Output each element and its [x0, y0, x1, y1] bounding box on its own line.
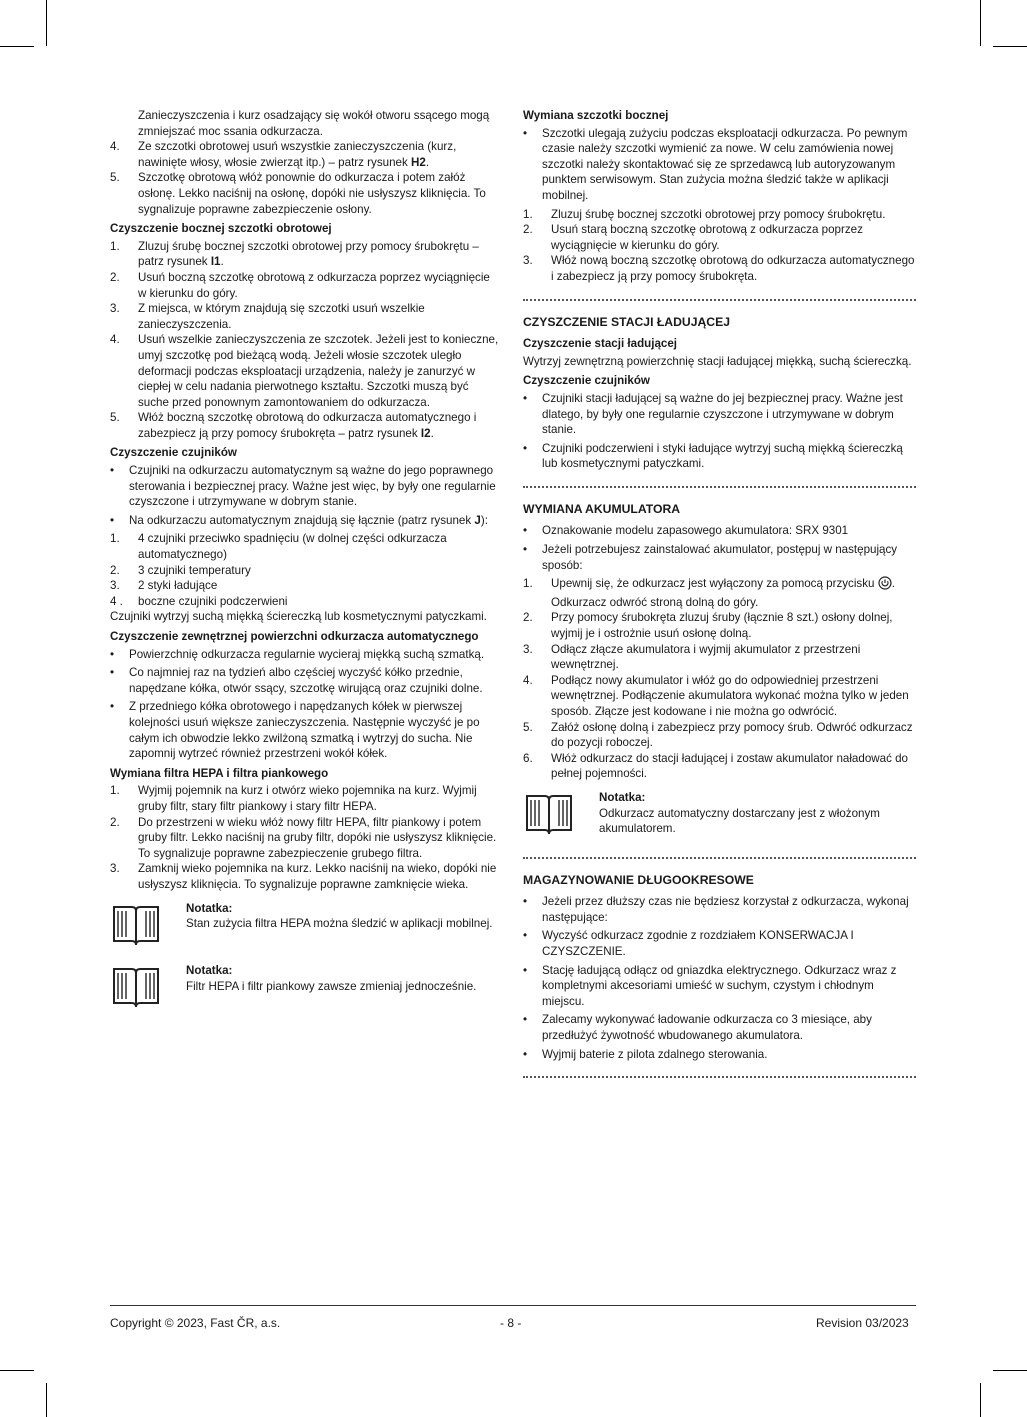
list-text [551, 610, 916, 641]
list-number: 1. [110, 784, 120, 798]
list-text: Czujniki podczerwieni i styki ładujące wytrzyj suchą miękką ściereczką lub kosmetycznymi patyczkami. [542, 441, 903, 471]
list-text-body: boczne czujniki podczerwieni [138, 594, 288, 608]
list-item [523, 751, 916, 782]
crop-mark [980, 0, 981, 46]
list-text-body: Upewnij się, że odkurzacz jest wyłączony za pomocą przycisku [551, 577, 878, 591]
list-number: 4. [110, 140, 120, 154]
footer-copyright: Copyright © 2023, Fast ČR, a.s. [110, 1316, 281, 1330]
list-item [110, 861, 500, 892]
figure-ref: I2 [420, 426, 431, 440]
list-item [523, 222, 916, 253]
list-item [110, 332, 500, 410]
list-text [138, 239, 500, 270]
list-text-body: Na odkurzaczu automatycznym znajdują się łącznie (patrz rysunek [129, 513, 475, 527]
list-text [129, 463, 500, 510]
list-number: 5. [110, 171, 120, 185]
list-text-body: Usuń wszelkie zanieczyszczenia ze szczotek. Jeżeli jest to konieczne, umyj szczotkę pod bieżącą wodą. Jeżeli włosie szczotek uległo deformacji podczas eksploatacji urządzenia, należy je zanurzyć w ciepłej w celu nadania pierwotnego kształtu. Szczotki muszą być suche przed ponownym zamontowaniem do odkurzacza. [138, 333, 499, 409]
note-hepa-replace [110, 963, 500, 1016]
list-text-body: 3 czujniki temperatury [138, 563, 251, 577]
exterior-heading: Czyszczenie zewnętrznej powierzchni odkurzacza automatycznego [110, 630, 479, 643]
list-text [138, 578, 500, 594]
list-item [110, 531, 500, 562]
crop-mark [46, 1383, 47, 1417]
list-text-tail: . [425, 155, 430, 169]
list-number: 3. [523, 254, 533, 268]
list-item [523, 610, 916, 641]
list-item [110, 139, 500, 170]
hepa-heading: Wymiana filtra HEPA i filtra piankowego [110, 766, 329, 780]
list-text: Czujniki stacji ładującej są ważne do jej bezpiecznej pracy. Ważne jest dlatego, by były one regularnie czyszczone i utrzymywane w dobrym stanie. [542, 391, 903, 437]
bullet-mark: • [110, 666, 115, 680]
bullet-mark: • [523, 1013, 528, 1027]
list-item [110, 410, 500, 441]
list-text: Stację ładującą odłącz od gniazdka elektrycznego. Odkurzacz wraz z kompletnymi akcesoriami umieść w suchym, czystym i chłodnym miejscu. [542, 963, 897, 1008]
list-item [523, 642, 916, 673]
list-item [523, 1047, 916, 1063]
list-text-body: Do przestrzeni w wieku włóż nowy filtr HEPA, filtr piankowy i potem gruby filtr. Lekko naciśnij na gruby filtr, dopóki nie usłyszysz kliknięcie. To sygnalizuje poprawne zabezpieczenie grubego filtra. [138, 815, 497, 860]
list-item [110, 783, 500, 814]
list-item [110, 170, 500, 217]
open-book-icon [523, 790, 599, 843]
list-item [110, 815, 500, 862]
list-item [110, 563, 500, 579]
bullet-mark: • [523, 524, 528, 538]
list-text-body: Usuń boczną szczotkę obrotową z odkurzacza poprzez wyciągnięcie w kierunku do góry. [138, 270, 490, 300]
bullet-mark: • [110, 464, 115, 478]
station-text: Wytrzyj zewnętrzną powierzchnię stacji ładującej miękką, suchą ściereczką. [523, 354, 912, 368]
list-text [551, 207, 916, 223]
list-item [110, 513, 500, 529]
sensors-heading: Czyszczenie czujników [110, 446, 237, 460]
list-text-body: Odłącz złącze akumulatora i wyjmij akumulator z przestrzeni wewnętrznej. [551, 642, 861, 672]
list-text [138, 861, 500, 892]
list-item [523, 542, 916, 573]
note-title: Notatka: [599, 790, 646, 804]
list-number: 2. [110, 563, 120, 577]
intro-continuation: Zanieczyszczenia i kurz osadzający się wokół otworu ssącego mogą zmniejszać moc ssania odkurzacza. [138, 109, 490, 138]
list-number: 3. [110, 862, 120, 876]
bullet-mark: • [523, 543, 528, 557]
dotted-divider [523, 299, 916, 301]
list-text: Jeżeli przez dłuższy czas nie będziesz korzystał z odkurzacza, wykonaj następujące: [542, 895, 909, 924]
list-text [551, 751, 916, 782]
list-item [523, 928, 916, 959]
list-item [110, 301, 500, 332]
note-text: Stan zużycia filtra HEPA można śledzić w aplikacji mobilnej. [186, 917, 493, 931]
list-text: Zalecamy wykonywać ładowanie odkurzacza co 3 miesiące, aby przedłużyć żywotność wbudowanego akumulatora. [542, 1013, 872, 1042]
list-number: 3. [523, 642, 533, 656]
list-item [523, 207, 916, 223]
bullet-mark: • [523, 441, 528, 455]
list-text-body: 2 styki ładujące [138, 579, 218, 593]
exterior-bullet-list [110, 647, 500, 762]
figure-ref: I1 [210, 255, 221, 269]
list-number: 4. [110, 333, 120, 347]
sensors-bullet-list [110, 463, 500, 528]
bullet-mark: • [110, 700, 115, 714]
left-column [110, 108, 500, 1026]
crop-mark [46, 0, 47, 46]
sensors-tail-text: Czujniki wytrzyj suchą miękką ściereczką lub kosmetycznymi patyczkami. [110, 610, 487, 624]
bullet-mark: • [523, 963, 528, 977]
list-text-body: Włóż nową boczną szczotkę obrotową do odkurzacza automatycznego i zabezpiecz ją przy pomocy śrubokręta. [551, 254, 915, 283]
list-number: 2. [110, 815, 120, 829]
list-text [551, 253, 916, 284]
list-text [138, 301, 500, 332]
figure-ref: H2 [411, 155, 426, 169]
sensors-numbered-list [110, 531, 500, 609]
list-number: 1. [110, 239, 120, 253]
dotted-divider [523, 1076, 916, 1078]
list-text-body: Szczotkę obrotową włóż ponownie do odkurzacza i potem załóż osłonę. Lekko naciśnij na osłonę, dopóki nie usłyszysz kliknięcia. To sygnalizuje poprawne zabezpieczenie osłony. [138, 171, 486, 216]
list-item [523, 441, 916, 472]
list-item [110, 239, 500, 270]
list-number: 2. [523, 223, 533, 237]
station-section-title: CZYSZCZENIE STACJI ŁADUJĄCEJ [523, 314, 730, 329]
list-number: 2. [523, 611, 533, 625]
list-number: 5. [523, 720, 533, 734]
list-text-body: Usuń starą boczną szczotkę obrotową z odkurzacza poprzez wyciągnięcie w kierunku do góry. [551, 223, 863, 252]
list-text-body: Zluzuj śrubę bocznej szczotki obrotowej przy pomocy śrubokrętu – patrz rysunek [138, 239, 479, 269]
list-item [523, 673, 916, 720]
list-text [138, 270, 500, 301]
list-text-tail: . Odkurzacz odwróć stroną dolną do góry. [551, 577, 895, 609]
list-text: Powierzchnię odkurzacza regularnie wycieraj miękką suchą szmatką. [129, 647, 485, 661]
list-item [523, 523, 916, 539]
list-text [129, 513, 500, 529]
side-brush-list [110, 239, 500, 442]
side-replace-bullet: Szczotki ulegają zużyciu podczas eksploatacji odkurzacza. Po pewnym czasie należy szczotki wymienić za nowe. W celu zamówienia nowej szczotki należy skontaktować się ze sprzedawcą lub autoryzowanym punktem serwisowym. Stan zużycia można śledzić także w aplikacji mobilnej. [542, 126, 908, 202]
storage-bullet-list [523, 894, 916, 1062]
list-item [523, 253, 916, 284]
list-text-body: Podłącz nowy akumulator i włóż go do odpowiedniej przestrzeni wewnętrznej. Podłączenie akumulatora wykonać można tylko w jeden sposób. Złącze jest kodowane i nie można go odwrócić. [551, 673, 909, 718]
list-number: 3. [110, 302, 120, 316]
page-number: - 8 - [500, 1316, 522, 1330]
list-text-body: Załóż osłonę dolną i zabezpiecz przy pomocy śrub. Odwróć odkurzacz do pozycji roboczej. [551, 720, 913, 750]
note-battery [523, 790, 916, 843]
note-title: Notatka: [186, 964, 233, 978]
list-text-tail: ): [480, 513, 488, 527]
list-number: 5. [110, 411, 120, 425]
list-item [110, 594, 500, 610]
list-item [110, 270, 500, 301]
crop-mark [980, 1383, 981, 1417]
list-text-body: Zamknij wieko pojemnika na kurz. Lekko naciśnij na wieko, dopóki nie usłyszysz kliknięcia. To sygnalizuje poprawne zamknięcie wieka. [138, 862, 497, 891]
list-number: 1. [523, 577, 533, 591]
list-text: Wyczyść odkurzacz zgodnie z rozdziałem KONSERWACJA I CZYSZCZENIE. [542, 929, 854, 958]
open-book-icon [110, 901, 186, 954]
side-brush-heading: Czyszczenie bocznej szczotki obrotowej [110, 222, 332, 236]
list-text [551, 720, 916, 751]
list-text [138, 139, 500, 170]
battery-section-title: WYMIANA AKUMULATORA [523, 501, 681, 516]
list-number: 2. [110, 270, 120, 284]
list-text-body: Wyjmij pojemnik na kurz i otwórz wieko pojemnika na kurz. Wyjmij gruby filtr, stary filtr piankowy i stary filtr HEPA. [138, 784, 477, 813]
list-item [110, 578, 500, 594]
hepa-list [110, 783, 500, 892]
list-text-tail: . [220, 255, 224, 269]
battery-bullet-list [523, 523, 916, 573]
contacts-bullet-list [523, 391, 916, 472]
bullet-mark: • [523, 1047, 528, 1061]
list-text [138, 594, 500, 610]
list-text [138, 783, 500, 814]
list-text-tail: . [430, 426, 434, 440]
dotted-divider [523, 857, 916, 859]
list-text-body: Włóż boczną szczotkę obrotową do odkurzacza automatycznego i zabezpiecz ją przy pomocy śrubokręta – patrz rysunek [138, 411, 477, 440]
note-text: Filtr HEPA i filtr piankowy zawsze zmieniaj jednocześnie. [186, 979, 477, 993]
list-text [551, 642, 916, 673]
list-text-body: 4 czujniki przeciwko spadnięciu (w dolnej części odkurzacza automatycznego) [138, 532, 447, 562]
note-text: Odkurzacz automatyczny dostarczany jest z włożonym akumulatorem. [599, 806, 880, 836]
side-replace-list [523, 207, 916, 285]
list-item [523, 576, 916, 610]
note-title: Notatka: [186, 901, 233, 915]
list-text: Oznakowanie modelu zapasowego akumulatora: SRX 9301 [542, 524, 849, 538]
list-number: 4. [523, 673, 533, 687]
list-text-body: Przy pomocy śrubokręta zluzuj śruby (łącznie 8 szt.) osłony dolnej, wyjmij je i ostrożnie usuń osłonę dolną. [551, 611, 893, 641]
list-item [110, 647, 500, 663]
list-text [551, 576, 916, 610]
note-hepa-wear [110, 901, 500, 954]
crop-mark [993, 1370, 1027, 1371]
list-text [551, 222, 916, 253]
list-text: Jeżeli potrzebujesz zainstalować akumulator, postępuj w następujący sposób: [542, 543, 898, 572]
list-text [138, 531, 500, 562]
footer-revision: Revision 03/2023 [816, 1316, 909, 1330]
list-item [110, 665, 500, 696]
crop-mark [0, 46, 34, 47]
battery-list [523, 576, 916, 782]
intro-list [110, 139, 500, 217]
list-text-body: Zluzuj śrubę bocznej szczotki obrotowej przy pomocy śrubokrętu. [551, 207, 886, 221]
list-text [138, 563, 500, 579]
storage-section-title: MAGAZYNOWANIE DŁUGOOKRESOWE [523, 872, 754, 887]
list-number: 4 . [110, 594, 123, 608]
list-item [110, 463, 500, 510]
figure-ref: J [474, 513, 481, 527]
station-heading: Czyszczenie stacji ładującej [523, 337, 678, 351]
list-item [523, 1012, 916, 1043]
list-number: 6. [523, 751, 533, 765]
list-item [523, 963, 916, 1010]
list-item [523, 720, 916, 751]
list-text: Z przedniego kółka obrotowego i napędzanych kółek w pierwszej kolejności usuń większe zanieczyszczenia. Następnie wyczyść je po całym ich obwodzie lekko zwilżoną szmatką i wytrzyj do sucha. Nie zapomnij wytrzeć również przestrzeni wokół kółek. [129, 700, 480, 761]
bullet-mark: • [110, 647, 115, 661]
list-item [523, 894, 916, 925]
open-book-icon [110, 963, 186, 1016]
right-column [523, 108, 916, 1092]
bullet-mark: • [523, 929, 528, 943]
list-text-body: Czujniki na odkurzaczu automatycznym są ważne do jego poprawnego sterowania i bezpiecznej pracy. Ważne jest więc, by były one regularnie czyszczone i utrzymywane w dobrym stanie. [129, 464, 496, 509]
list-text-body: Włóż odkurzacz do stacji ładującej i zostaw akumulator naładować do pełnej pojemności. [551, 751, 909, 781]
power-button-icon [878, 576, 892, 595]
list-number: 1. [110, 532, 120, 546]
list-text [138, 815, 500, 862]
list-text [138, 332, 500, 410]
bullet-mark: • [523, 895, 528, 909]
list-number: 3. [110, 579, 120, 593]
list-item [523, 391, 916, 438]
list-text: Wyjmij baterie z pilota zdalnego sterowania. [542, 1047, 768, 1061]
list-text-body: Z miejsca, w którym znajdują się szczotki usuń wszelkie zanieczyszczenia. [138, 302, 425, 331]
list-text: Co najmniej raz na tydzień albo częściej wyczyść kółko przednie, napędzane kółka, otwór ssący, szczotkę wirującą oraz czujniki dolne. [129, 666, 483, 695]
list-text [138, 410, 500, 441]
list-item: • Szczotki ulegają zużyciu podczas eksploatacji odkurzacza. Po pewnym czasie należy szczotki wymienić za nowe. W celu zamówienia nowej szczotki należy skontaktować się ze sprzedawcą lub autoryzowanym punktem serwisowym. Stan zużycia można śledzić także w aplikacji mobilnej. [523, 126, 916, 204]
footer-rule [110, 1305, 916, 1306]
list-text [551, 673, 916, 720]
crop-mark [993, 46, 1027, 47]
list-text [138, 170, 500, 217]
bullet-mark: • [110, 513, 115, 527]
list-number: 1. [523, 207, 533, 221]
dotted-divider [523, 486, 916, 488]
bullet-mark: • [523, 391, 528, 405]
side-replace-heading: Wymiana szczotki bocznej [523, 109, 669, 122]
list-item [110, 699, 500, 761]
contacts-heading: Czyszczenie czujników [523, 374, 650, 388]
crop-mark [0, 1370, 34, 1371]
list-text-body: Ze szczotki obrotowej usuń wszystkie zanieczyszczenia (kurz, nawinięte włosy, włosie zwierząt itp.) – patrz rysunek [138, 140, 457, 169]
